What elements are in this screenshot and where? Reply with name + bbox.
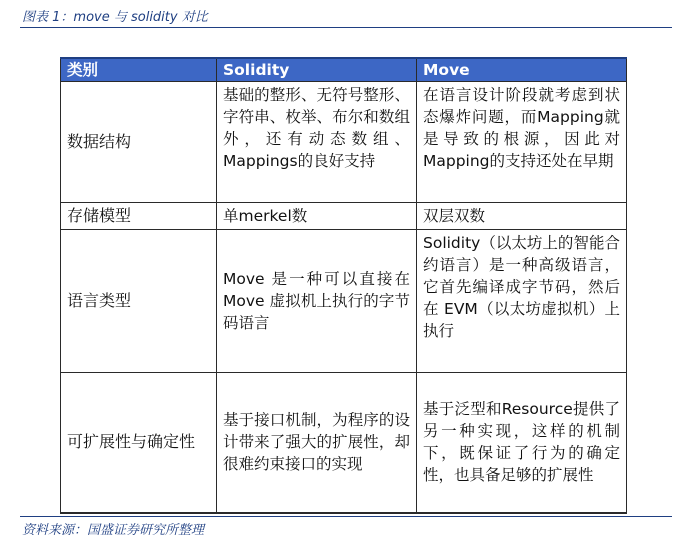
table-row [61,230,627,373]
table-header-row [61,58,627,82]
row-move-cell: 基于泛型和Resource提供了另一种实现，这样的机制下，既保证了行为的确定性，也具备足够的扩展性 [417,373,627,513]
row-category: 存储模型 [61,203,217,230]
figure-title: 图表 1：move 与 solidity 对比 [22,10,208,25]
source-note: 资料来源：国盛证券研究所整理 [22,523,205,538]
header-solidity: Solidity [217,58,417,82]
table-row [61,373,627,513]
row-move-cell: Solidity（以太坊上的智能合约语言）是一种高级语言，它首先编译成字节码，然后在 EVM（以太坊虚拟机）上执行 [417,230,627,373]
row-move-cell: 在语言设计阶段就考虑到状态爆炸问题，而Mapping就是导致的根源，因此对Mapping的支持还处在早期 [417,82,627,203]
row-solidity-cell: 基于接口机制，为程序的设计带来了强大的扩展性，却很难约束接口的实现 [217,373,417,513]
table-row [61,203,627,230]
row-category: 可扩展性与确定性 [61,373,217,513]
row-solidity-cell: Move 是一种可以直接在 Move 虚拟机上执行的字节码语言 [217,230,417,373]
top-divider [20,27,672,28]
row-solidity-cell: 基础的整形、无符号整形、字符串、枚举、布尔和数组外，还有动态数组、Mappings的良好支持 [217,82,417,203]
row-solidity-cell: 单merkel数 [217,203,417,230]
row-category: 语言类型 [61,230,217,373]
row-move-cell: 双层双数 [417,203,627,230]
header-move: Move [417,58,627,82]
comparison-table [60,57,627,514]
table-row [61,82,627,203]
header-category: 类别 [61,58,217,82]
row-category: 数据结构 [61,82,217,203]
bottom-divider [20,516,672,517]
